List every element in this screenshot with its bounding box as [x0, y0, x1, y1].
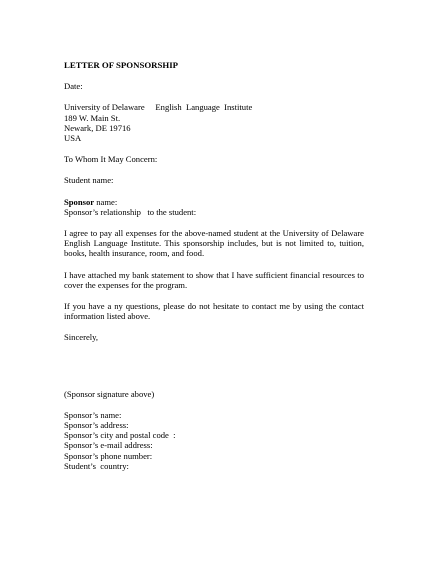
sponsor-name-label: [64, 197, 364, 207]
relationship-label: Sponsor’s relationship to the student:: [64, 206, 197, 217]
recipient-address: [64, 102, 364, 143]
sponsor-bold-word: Sponsor: [64, 196, 95, 207]
field-sponsor-address: Sponsor’s address:: [64, 420, 129, 431]
paragraph-expenses: I agree to pay all expenses for the above-named student at the University of Delaware English Language Institute. This sponsorship includes, but is not limited to, tuition, books, health insurance, room, and food.: [64, 228, 364, 259]
paragraph-bank-statement: I have attached my bank statement to show that I have sufficient financial resources to cover the expenses for the program.: [64, 269, 364, 290]
date-label: Date:: [64, 81, 83, 92]
sponsor-name-suffix: name:: [94, 196, 118, 207]
field-sponsor-name: Sponsor’s name:: [64, 409, 122, 420]
student-name-label: Student name:: [64, 175, 114, 186]
letter-body: [64, 60, 364, 471]
address-line: 189 W. Main St.: [64, 112, 121, 123]
paragraph-questions: If you have a ny questions, please do not hesitate to contact me by using the contact information listed above.: [64, 301, 364, 322]
field-city-postal: Sponsor’s city and postal code :: [64, 430, 176, 441]
address-line: USA: [64, 133, 82, 144]
signature-note: (Sponsor signature above): [64, 388, 155, 399]
salutation: To Whom It May Concern:: [64, 154, 158, 165]
closing: Sincerely,: [64, 332, 99, 343]
sponsor-fields: [64, 410, 364, 471]
field-email: Sponsor’s e-mail address:: [64, 440, 153, 451]
address-line: University of Delaware English Language Institute: [64, 102, 253, 113]
address-line: Newark, DE 19716: [64, 122, 131, 133]
field-student-country: Student’s country:: [64, 460, 129, 471]
field-phone: Sponsor’s phone number:: [64, 450, 153, 461]
letter-title: LETTER OF SPONSORSHIP: [64, 60, 179, 70]
